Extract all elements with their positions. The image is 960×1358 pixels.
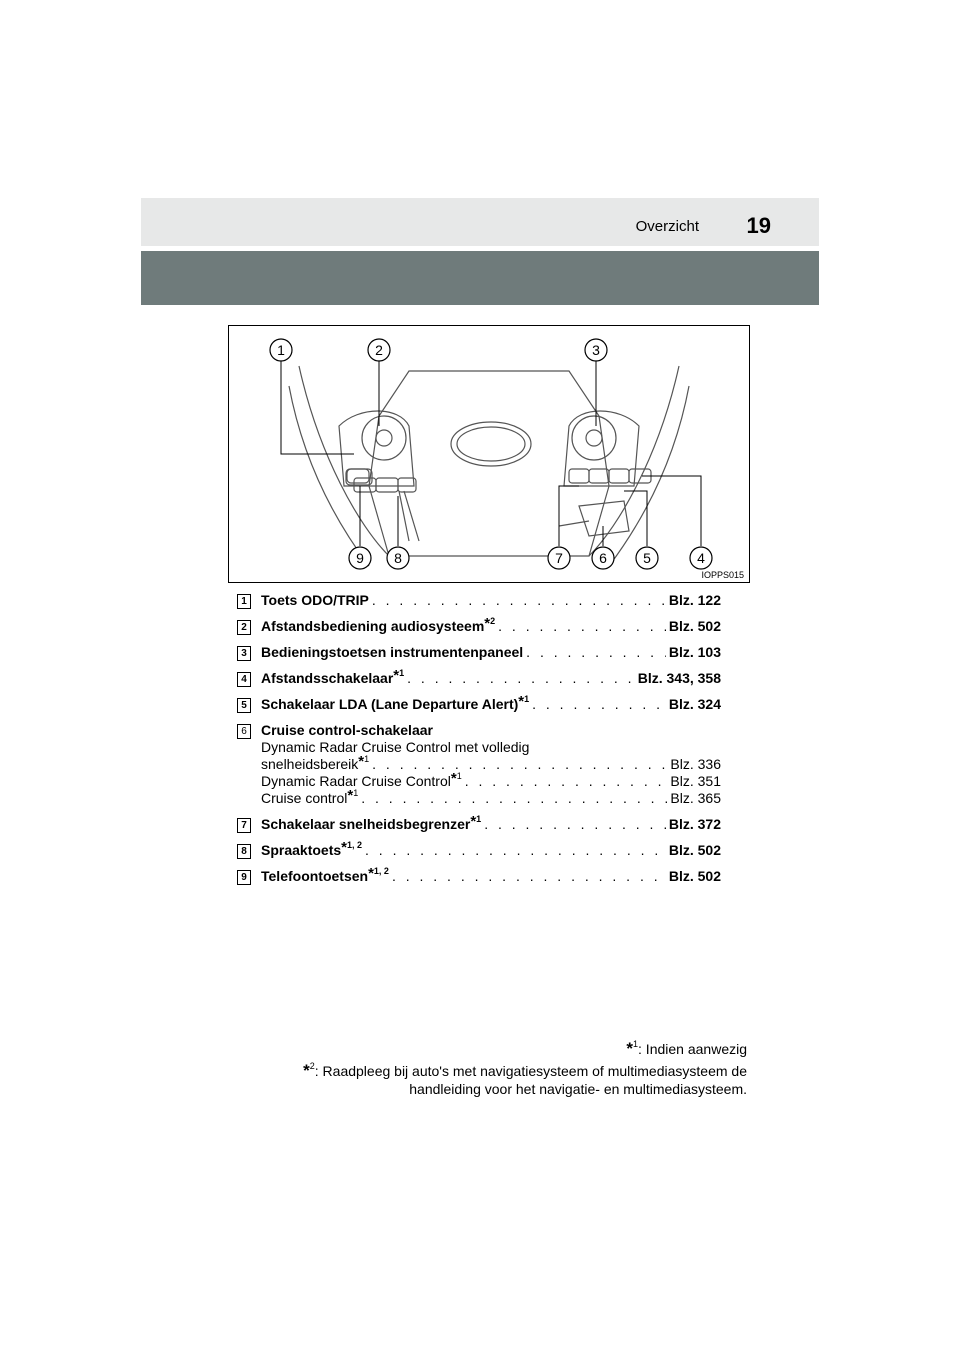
page-ref-link[interactable]: Blz. 372 <box>668 816 721 832</box>
page-ref-link[interactable]: Blz. 122 <box>668 592 721 608</box>
item-number: 1 <box>237 594 251 609</box>
item-label: Schakelaar LDA (Lane Departure Alert) <box>261 696 519 712</box>
footnote-ref: 1 <box>524 694 530 704</box>
reference-list <box>237 592 721 894</box>
item-number: 9 <box>237 870 251 885</box>
callout-2-label: 2 <box>375 342 383 358</box>
footnote-ref: 1 <box>364 754 370 764</box>
page-number: 19 <box>746 213 771 238</box>
item-label: Schakelaar snelheidsbegrenzer <box>261 816 471 832</box>
list-item: 6 Cruise control-schakelaar Dynamic Radar Cruise Control met volledig snelheidsbereik$^{*1}$ . . . Blz. 336 Dynamic Radar Cruise Control$^{*1}$ . . . Blz. 351 Cruise control$^{*1}$ . . . Blz. 365 <box>237 722 721 807</box>
footnotes <box>260 1040 747 1098</box>
list-item: 2 Afstandsbediening audiosysteem$^{*2}$ . . . Blz. 502 <box>237 618 721 635</box>
page-ref-link[interactable]: Blz. 324 <box>668 696 721 712</box>
footnote-ref: 1 <box>476 814 482 824</box>
callout-5-label: 5 <box>643 550 651 566</box>
footnote-ref: 1, 2 <box>373 866 389 876</box>
list-item: 9 Telefoontoetsen$^{*1, 2}$ . . . Blz. 502 <box>237 868 721 885</box>
item-label: Toets ODO/TRIP <box>261 592 369 608</box>
steering-wheel-illustration <box>228 325 750 583</box>
steering-wheel-drawing <box>229 326 749 582</box>
section-title: Overzicht <box>635 218 699 235</box>
sub-item-text: Dynamic Radar Cruise Control met volledig <box>261 739 530 755</box>
footnote-1-marker: 1 <box>633 1039 639 1049</box>
list-item: 5 Schakelaar LDA (Lane Departure Alert)$^{*1}$ . . . Blz. 324 <box>237 696 721 713</box>
footnote-2: *$^2$: Raadpleeg bij auto's met navigatiesysteem of multimediasysteem de <box>303 1061 747 1080</box>
list-item: 8 Spraaktoets$^{*1, 2}$ . . . Blz. 502 <box>237 842 721 859</box>
footnote-1: *$^1$: Indien aanwezig <box>626 1039 747 1058</box>
callout-3-label: 3 <box>592 342 600 358</box>
page-ref-link[interactable]: Blz. 365 <box>670 790 721 806</box>
footnote-2-text: : Raadpleeg bij auto's met navigatiesysteem of multimediasysteem de <box>314 1063 747 1079</box>
list-item <box>237 592 721 609</box>
list-item <box>237 644 721 661</box>
header-band <box>141 251 819 305</box>
item-label: Spraaktoets <box>261 842 342 858</box>
sub-item-label: Cruise control <box>261 790 348 806</box>
footnote-ref: 1 <box>399 668 405 678</box>
item-label: Afstandsschakelaar <box>261 670 394 686</box>
footnote-ref: 1 <box>353 788 359 798</box>
footnote-ref: 1 <box>456 771 462 781</box>
item-label: Bedieningstoetsen instrumentenpaneel <box>261 644 524 660</box>
item-label: Afstandsbediening audiosysteem <box>261 618 485 634</box>
page-ref-link[interactable]: Blz. 502 <box>668 842 721 858</box>
item-label: Telefoontoetsen <box>261 868 369 884</box>
page-ref-link[interactable]: Blz. 103 <box>668 644 721 660</box>
page-ref-link[interactable]: Blz. 336 <box>670 756 721 772</box>
item-number: 5 <box>237 698 251 713</box>
callout-8-label: 8 <box>394 550 402 566</box>
item-number: 3 <box>237 646 251 661</box>
figure-code: IOPPS015 <box>701 570 744 580</box>
item-number: 2 <box>237 620 251 635</box>
footnote-2-continuation: handleiding voor het navigatie- en multimediasysteem. <box>409 1081 747 1097</box>
footnote-1-text: : Indien aanwezig <box>638 1041 747 1057</box>
callout-4-label: 4 <box>697 550 705 566</box>
footnote-ref: 1, 2 <box>347 840 363 850</box>
footnote-2-marker: 2 <box>309 1061 315 1071</box>
item-number: 7 <box>237 818 251 833</box>
footnote-ref: 2 <box>490 616 496 626</box>
page-ref-link[interactable]: Blz. 502 <box>668 618 721 634</box>
page-header <box>141 198 819 246</box>
sub-item-label: Dynamic Radar Cruise Control <box>261 773 451 789</box>
callout-6-label: 6 <box>599 550 607 566</box>
callout-9-label: 9 <box>356 550 364 566</box>
item-label: Cruise control-schakelaar <box>261 722 433 738</box>
page-ref-link[interactable]: Blz. 502 <box>668 868 721 884</box>
item-number: 8 <box>237 844 251 859</box>
callout-1-label: 1 <box>277 342 285 358</box>
list-item: 7 Schakelaar snelheidsbegrenzer$^{*1}$ . . . Blz. 372 <box>237 816 721 833</box>
page-ref-link[interactable]: Blz. 343, 358 <box>637 670 721 686</box>
page-ref-link[interactable]: Blz. 351 <box>670 773 721 789</box>
item-number: 4 <box>237 672 251 687</box>
item-number: 6 <box>237 724 251 739</box>
sub-item-label: snelheidsbereik <box>261 756 359 772</box>
callout-7-label: 7 <box>555 550 563 566</box>
list-item: 4 Afstandsschakelaar$^{*1}$ . . . Blz. 343, 358 <box>237 670 721 687</box>
